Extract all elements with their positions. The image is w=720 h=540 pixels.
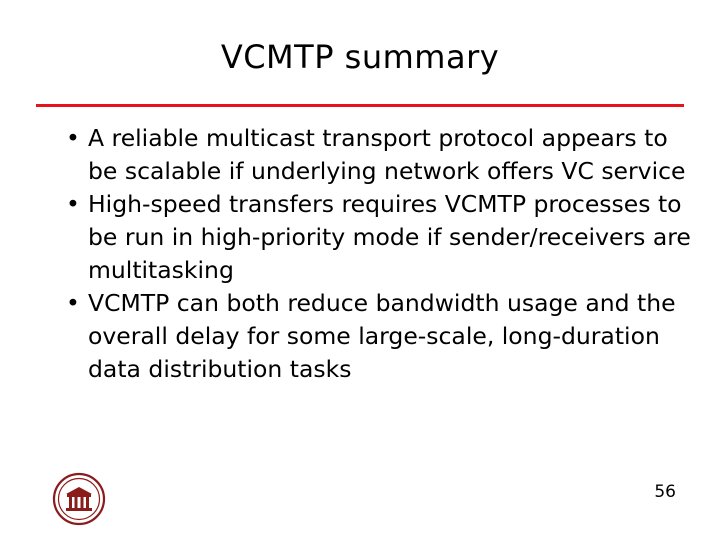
- list-item: [44, 287, 692, 386]
- list-item-text: VCMTP can both reduce bandwidth usage and the overall delay for some large-scale, long-duration data distribution tasks: [88, 289, 676, 383]
- bullet-glyph-icon: •: [66, 190, 80, 218]
- page-number: 56: [654, 482, 676, 502]
- university-of-maryland-seal-icon: [52, 472, 106, 526]
- title-divider: [36, 104, 684, 107]
- bullet-list: [44, 122, 692, 386]
- list-item: [44, 188, 692, 287]
- list-item-text: High-speed transfers requires VCMTP processes to be run in high-priority mode if sender/receivers are multitasking: [88, 190, 691, 284]
- bullet-glyph-icon: •: [66, 289, 80, 317]
- list-item: [44, 122, 692, 188]
- list-item-text: A reliable multicast transport protocol appears to be scalable if underlying network offers VC service: [88, 124, 686, 185]
- bullet-glyph-icon: •: [66, 124, 80, 152]
- page-title: VCMTP summary: [220, 38, 500, 76]
